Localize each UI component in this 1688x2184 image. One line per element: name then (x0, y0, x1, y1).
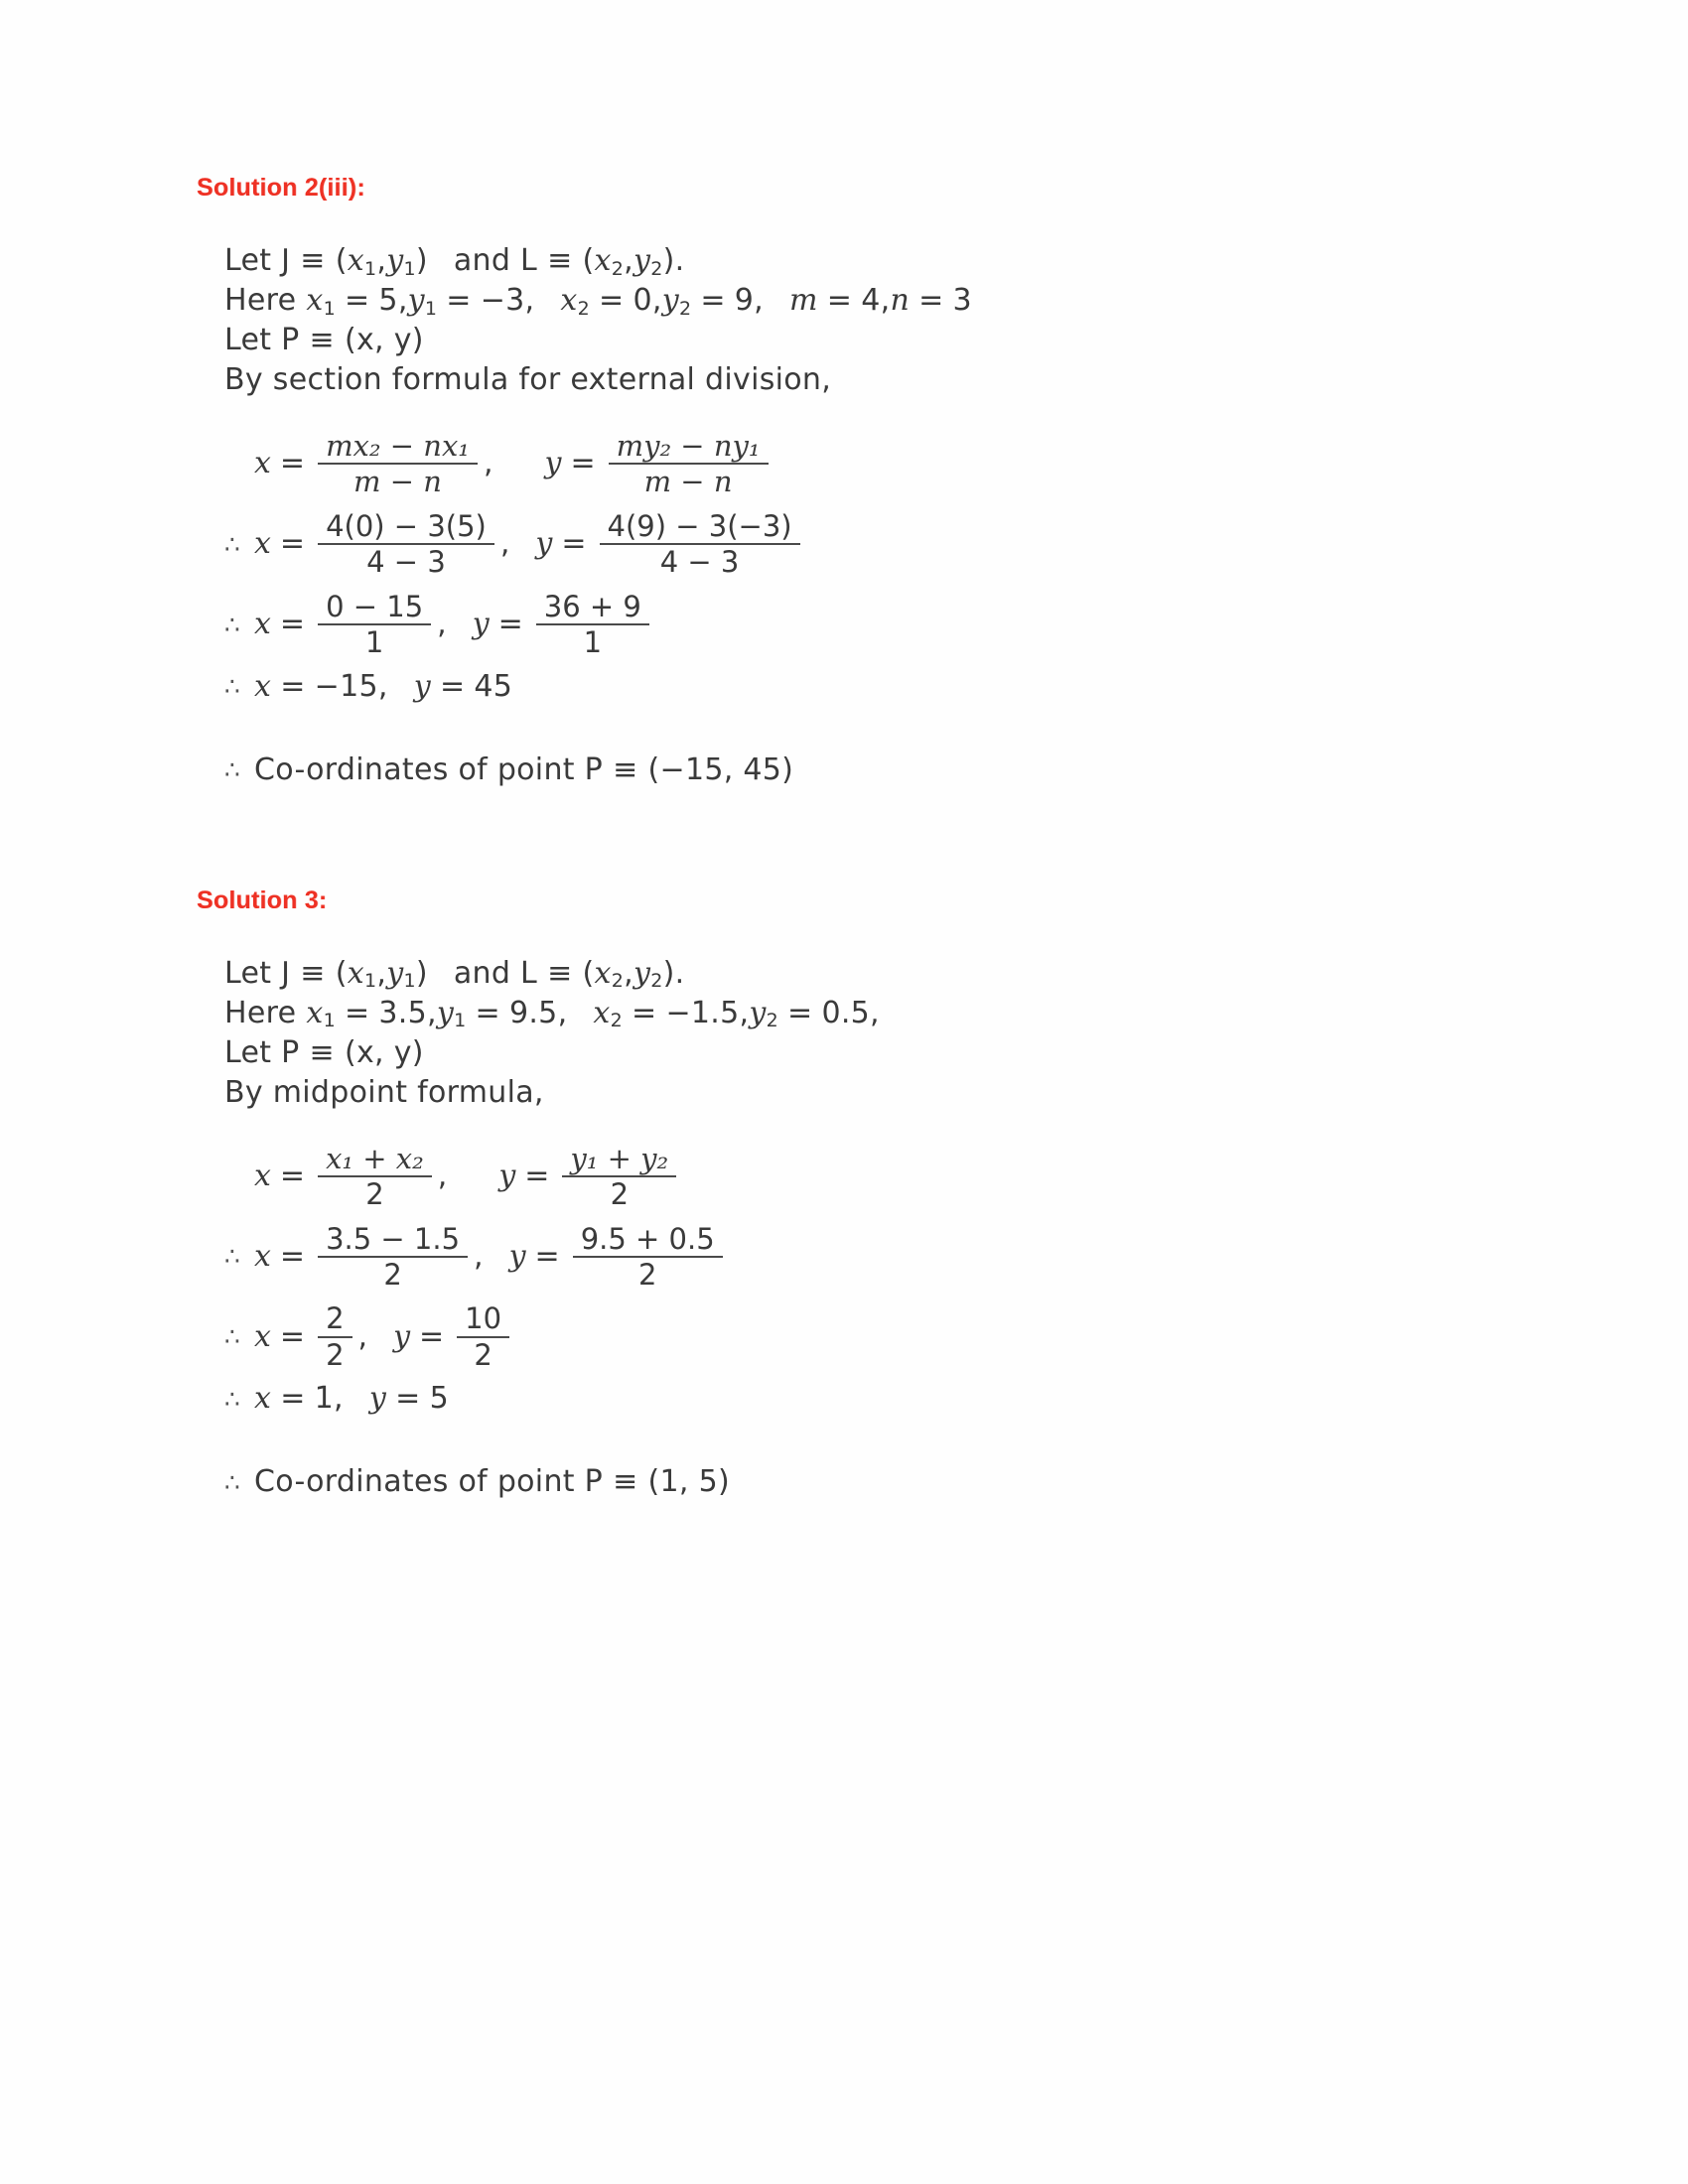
here-label: Here (224, 283, 297, 318)
equals-sign-y: = (497, 607, 523, 642)
equals-sign-y: = (570, 446, 596, 481)
section-spacer (197, 795, 1448, 887)
fraction-denominator: 4 − 3 (659, 545, 740, 580)
l-comma: , (624, 243, 633, 278)
therefore-symbol: ∴ (224, 529, 241, 559)
x1-value: 3.5, (378, 995, 437, 1030)
j-y-var: y (386, 955, 404, 991)
let-points-line (224, 955, 1448, 993)
x2-sub: 2 (577, 297, 591, 320)
x-variable: x (254, 526, 271, 562)
y2-sub: 2 (766, 1010, 778, 1032)
fraction-numerator: 0 − 15 (326, 589, 424, 623)
equals-6: = (918, 283, 944, 318)
y-variable: y (413, 668, 431, 704)
equals-sign: = (279, 1318, 306, 1354)
m-var: m (789, 283, 818, 318)
fraction-x (318, 508, 494, 580)
l-open-paren: ( (582, 243, 595, 278)
therefore-symbol: ∴ (224, 755, 241, 785)
equals-4: = (700, 283, 726, 318)
equation-row (224, 1303, 1448, 1370)
x2-value: −1.5, (665, 995, 750, 1030)
fraction-x (318, 431, 478, 497)
fraction-y (457, 1303, 509, 1370)
equals-sign: = (280, 668, 306, 704)
fraction-y (609, 431, 769, 497)
j-x-sub: 1 (363, 257, 377, 280)
and-l-label: and L (453, 955, 538, 991)
y2-value: 9, (734, 283, 765, 318)
equals-2: = (475, 995, 500, 1030)
x1-sub: 1 (323, 1010, 336, 1032)
spacer (224, 1424, 1448, 1467)
solution-heading: Solution 3: (197, 886, 328, 914)
l-x-sub: 2 (611, 970, 625, 993)
x-final-value: 1, (314, 1381, 344, 1417)
j-x-var: x (347, 243, 364, 278)
fraction-denominator: 1 (364, 625, 384, 660)
y-variable: y (544, 446, 562, 481)
equals-4: = (787, 995, 813, 1030)
m-value: 4, (861, 283, 891, 318)
y2-var: y (749, 995, 767, 1030)
x1-sub: 1 (323, 297, 336, 320)
let-points-line (224, 243, 1448, 280)
y1-value: −3, (480, 283, 535, 318)
fraction-denominator: 2 (383, 1257, 402, 1292)
fraction-numerator: 36 + 9 (543, 589, 641, 623)
conclusion-value: (1, 5) (647, 1464, 730, 1500)
fraction-x (318, 589, 431, 660)
here-values-line (224, 995, 1448, 1032)
fraction-numerator: 4(0) − 3(5) (326, 508, 487, 543)
formula-note: By section formula for external division, (224, 362, 832, 397)
solution-block-2iii (197, 174, 1448, 785)
j-open-paren: ( (335, 955, 348, 991)
l-y-sub: 2 (650, 970, 663, 993)
j-y-sub: 1 (403, 970, 416, 993)
equivalent-symbol: ≡ (300, 955, 326, 991)
spacer (197, 915, 1448, 959)
y-variable: y (508, 1238, 526, 1274)
therefore-symbol: ∴ (224, 1384, 241, 1414)
let-p-equiv: ≡ (309, 323, 335, 357)
fraction-denominator: 4 − 3 (366, 545, 446, 580)
y2-value: 0.5, (821, 995, 880, 1030)
comma-separator: , (483, 446, 493, 481)
let-p-label: Let P (224, 1034, 300, 1070)
l-x-sub: 2 (611, 257, 625, 280)
l-y-sub: 2 (650, 257, 663, 280)
fraction-x (318, 1303, 352, 1370)
x-variable: x (254, 668, 272, 704)
comma-separator: , (437, 607, 447, 642)
let-p-line (224, 1034, 1448, 1070)
equivalent-symbol-2: ≡ (547, 243, 573, 278)
equals-sign: = (279, 607, 306, 642)
let-j-label: Let J (224, 243, 291, 278)
fraction-y (600, 508, 800, 580)
j-x-sub: 1 (363, 970, 377, 993)
conclusion-line (224, 1464, 1448, 1500)
x1-var: x (306, 283, 324, 318)
j-close-paren: ) (415, 955, 428, 991)
therefore-symbol: ∴ (224, 1242, 241, 1272)
j-close-paren: ) (415, 243, 428, 278)
let-p-value: (x, y) (344, 1034, 424, 1070)
solution-block-3 (197, 887, 1448, 1498)
y2-sub: 2 (678, 297, 692, 320)
conclusion-line (224, 751, 1448, 787)
equation-row (224, 1141, 1448, 1212)
l-y-var: y (633, 955, 651, 991)
fraction-x (318, 1221, 468, 1292)
y1-var: y (436, 995, 455, 1030)
equation-row (224, 508, 1448, 580)
let-j-label: Let J (224, 955, 291, 991)
equals-sign-y: = (419, 1318, 445, 1354)
x1-var: x (306, 995, 324, 1030)
let-p-line (224, 323, 1448, 357)
l-comma: , (624, 955, 633, 991)
equals-5: = (826, 283, 853, 318)
l-close-paren: ). (662, 955, 685, 991)
y1-sub: 1 (424, 297, 438, 320)
equation-row (224, 1221, 1448, 1292)
equals-sign-y: = (534, 1238, 560, 1274)
l-close-paren: ). (662, 243, 685, 278)
therefore-symbol: ∴ (224, 672, 241, 702)
conclusion-text: Co-ordinates of point P (254, 751, 604, 787)
final-values-line (224, 1381, 1448, 1417)
equals-sign: = (279, 526, 306, 562)
y-variable: y (393, 1318, 411, 1354)
conclusion-equiv: ≡ (613, 1464, 638, 1500)
fraction-numerator: 10 (465, 1301, 502, 1336)
x-variable: x (254, 1238, 271, 1274)
sep-1: , (397, 283, 408, 318)
y1-sub: 1 (454, 1010, 467, 1032)
x2-value: 0, (633, 283, 662, 318)
equals-sign-y: = (395, 1381, 421, 1417)
spacer (224, 405, 1448, 431)
j-comma: , (376, 243, 387, 278)
x1-value: 5 (378, 283, 398, 318)
formula-note-line (224, 1074, 1448, 1110)
x-variable: x (254, 607, 271, 642)
fraction-denominator: 2 (326, 1337, 345, 1372)
solution-body (224, 955, 1448, 1500)
fraction-numerator: 9.5 + 0.5 (580, 1221, 715, 1256)
therefore-symbol: ∴ (224, 1322, 241, 1352)
l-x-var: x (594, 243, 612, 278)
j-comma: , (376, 955, 387, 991)
x2-var: x (593, 995, 611, 1030)
fraction-denominator: m − n (643, 465, 733, 499)
equals-1: = (344, 283, 370, 318)
here-values-line (224, 283, 1448, 320)
therefore-symbol: ∴ (224, 610, 241, 639)
solution-body (224, 243, 1448, 787)
here-label: Here (224, 995, 297, 1030)
fraction-y (562, 1141, 676, 1212)
y-final-value: 5 (429, 1381, 449, 1417)
x-variable: x (254, 446, 271, 481)
fraction-denominator: 2 (610, 1177, 630, 1212)
comma-separator: , (499, 526, 510, 562)
equals-3: = (599, 283, 625, 318)
spacer (224, 1118, 1448, 1144)
y-variable: y (535, 526, 553, 562)
y-variable: y (472, 607, 490, 642)
equals-1: = (344, 995, 370, 1030)
equals-sign-y: = (439, 668, 466, 704)
l-open-paren: ( (582, 955, 595, 991)
equals-sign: = (279, 1238, 306, 1274)
fraction-numerator: 4(9) − 3(−3) (607, 508, 792, 543)
formula-note-line (224, 362, 1448, 397)
equals-3: = (632, 995, 657, 1030)
j-x-var: x (347, 955, 364, 991)
l-x-var: x (594, 955, 612, 991)
equation-row (224, 589, 1448, 660)
fraction-denominator: 2 (637, 1257, 657, 1292)
x-variable: x (254, 1318, 271, 1354)
j-y-var: y (386, 243, 404, 278)
n-var: n (890, 283, 911, 318)
spacer (224, 712, 1448, 755)
equals-sign: = (279, 1159, 306, 1194)
let-p-label: Let P (224, 323, 300, 357)
and-l-label: and L (453, 243, 538, 278)
let-p-equiv: ≡ (309, 1034, 335, 1070)
fraction-numerator: 2 (326, 1301, 345, 1336)
fraction-denominator: 1 (583, 625, 603, 660)
conclusion-value: (−15, 45) (647, 751, 794, 787)
equation-row (224, 431, 1448, 497)
fraction-denominator: 2 (474, 1337, 492, 1372)
x-variable: x (254, 1381, 272, 1417)
page-content (197, 174, 1448, 1507)
x-variable: x (254, 1159, 271, 1194)
x2-sub: 2 (610, 1010, 624, 1032)
y2-var: y (661, 283, 679, 318)
fraction-numerator: mx₂ − nx₁ (326, 429, 470, 463)
x-final-value: −15, (314, 668, 388, 704)
y1-value: 9.5, (508, 995, 568, 1030)
l-y-var: y (633, 243, 651, 278)
comma-separator: , (357, 1318, 368, 1354)
equals-2: = (446, 283, 472, 318)
spacer (197, 203, 1448, 246)
fraction-x (318, 1141, 432, 1212)
j-open-paren: ( (335, 243, 348, 278)
solution-heading: Solution 2(iii): (197, 174, 365, 202)
let-p-value: (x, y) (344, 323, 424, 357)
fraction-denominator: 2 (365, 1177, 384, 1212)
equals-sign-y: = (561, 526, 587, 562)
fraction-numerator: y₁ + y₂ (570, 1141, 669, 1175)
y-variable: y (498, 1159, 516, 1194)
x2-var: x (560, 283, 578, 318)
comma-separator: , (437, 1159, 448, 1194)
conclusion-equiv: ≡ (613, 751, 638, 787)
fraction-numerator: 3.5 − 1.5 (326, 1221, 461, 1256)
equals-sign: = (280, 1381, 306, 1417)
n-value: 3 (952, 283, 972, 318)
fraction-numerator: my₂ − ny₁ (616, 429, 761, 463)
y-variable: y (368, 1381, 387, 1417)
fraction-denominator: m − n (353, 465, 442, 499)
equivalent-symbol: ≡ (300, 243, 326, 278)
fraction-numerator: x₁ + x₂ (326, 1141, 424, 1175)
final-values-line (224, 668, 1448, 704)
conclusion-text: Co-ordinates of point P (254, 1464, 604, 1500)
comma-separator: , (474, 1238, 484, 1274)
formula-note: By midpoint formula, (224, 1074, 544, 1110)
equals-sign-y: = (524, 1159, 550, 1194)
j-y-sub: 1 (403, 257, 416, 280)
equals-sign: = (279, 446, 306, 481)
fraction-y (536, 589, 649, 660)
y1-var: y (407, 283, 425, 318)
fraction-y (573, 1221, 723, 1292)
equivalent-symbol-2: ≡ (547, 955, 573, 991)
therefore-symbol: ∴ (224, 1467, 241, 1497)
y-final-value: 45 (474, 668, 513, 704)
